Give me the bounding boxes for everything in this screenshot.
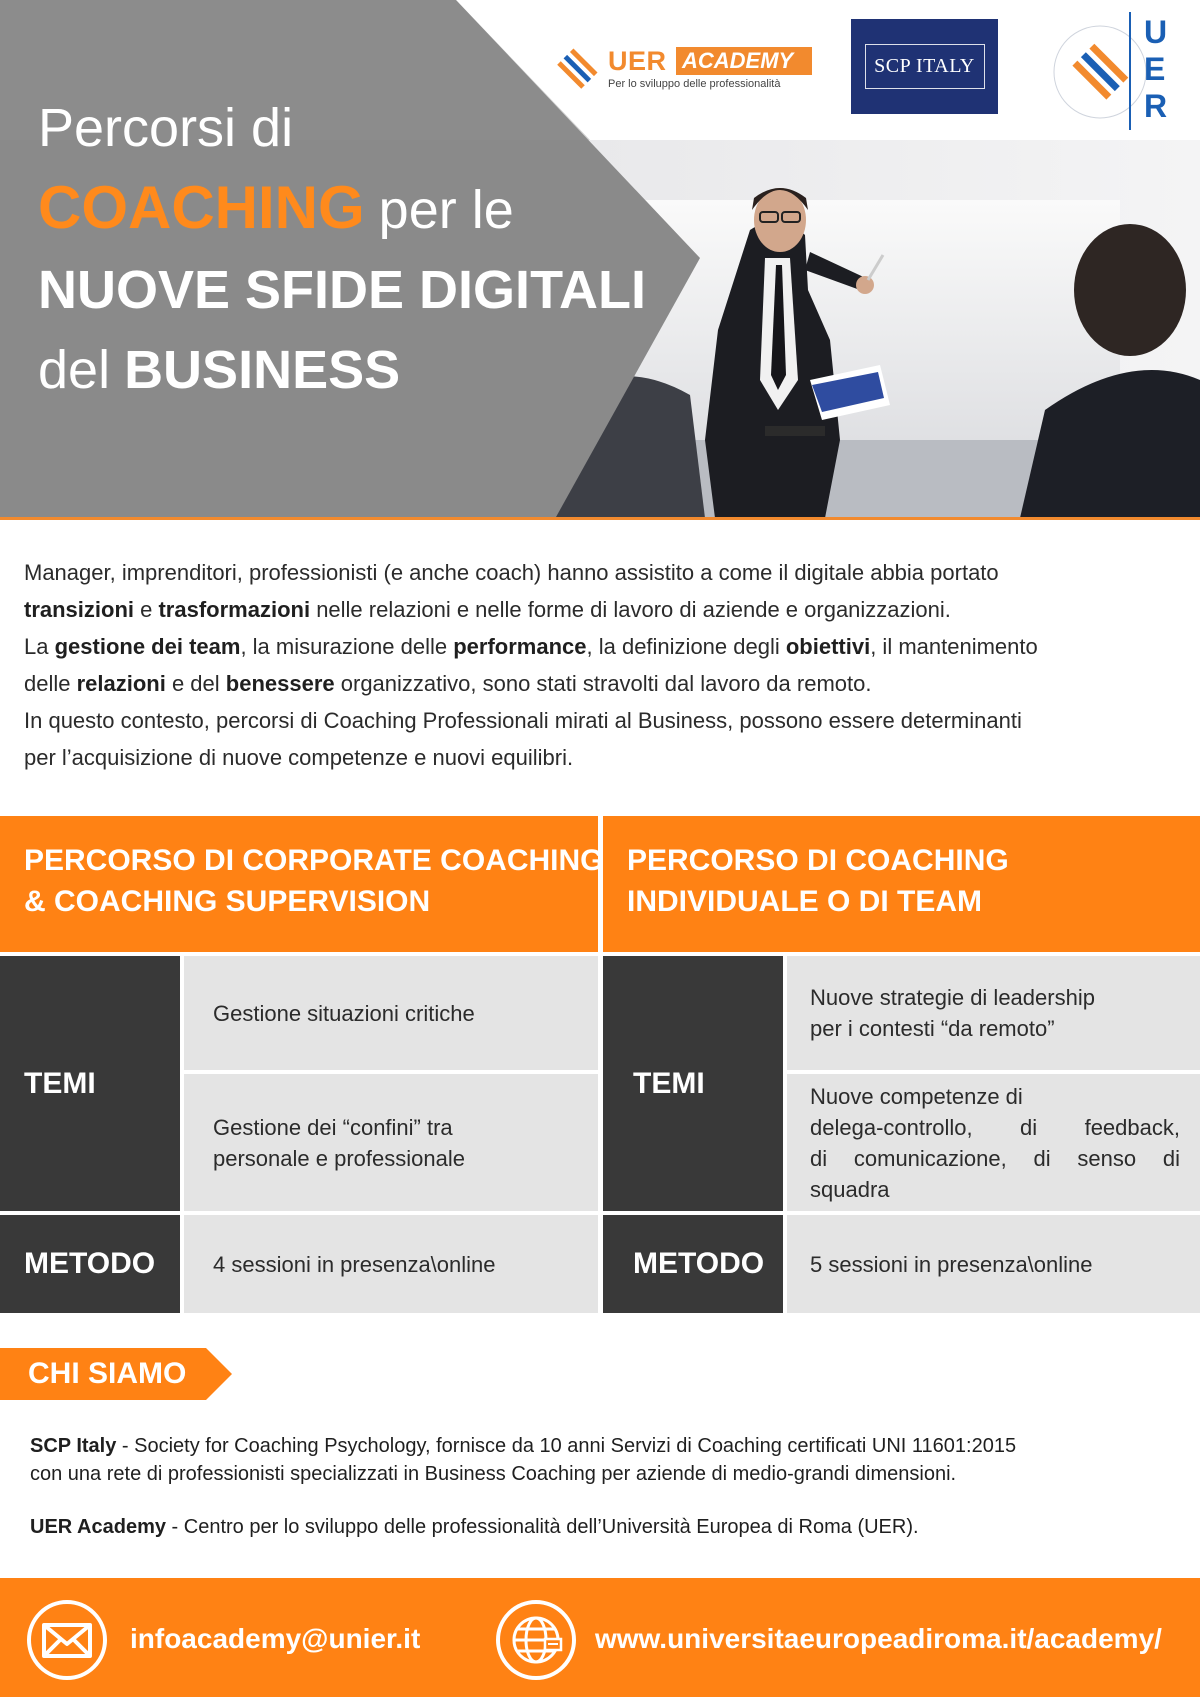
- tema-text: Gestione situazioni critiche: [213, 1000, 475, 1026]
- percorso-corporate-table: [0, 816, 604, 1313]
- percorso-individuale-title: [603, 816, 1200, 952]
- uer-logo-name: UER: [608, 46, 667, 76]
- uer-weave-icon: [552, 44, 602, 94]
- contact-website-link[interactable]: www.universitaeuropeadiroma.it/academy/: [595, 1623, 1162, 1654]
- metodo-label: METODO: [0, 1215, 180, 1313]
- scp-description: SCP Italy - Society for Coaching Psychology, fornisce da 10 anni Servizi di Coaching certificati UNI 11601:2015: [30, 1435, 1017, 1457]
- uer-name: UER Academy: [30, 1516, 166, 1538]
- intro-line: delle relazioni e del benessere organizzativo, sono stati stravolti dal lavoro da remoto.: [24, 671, 872, 696]
- chi-siamo-label: CHI SIAMO: [28, 1357, 187, 1390]
- tema-text: Nuove strategie di leadership: [810, 985, 1095, 1010]
- hero-title-line3: NUOVE SFIDE DIGITALI: [38, 260, 647, 320]
- title-line: INDIVIDUALE O DI TEAM: [627, 885, 983, 918]
- intro-line: per l’acquisizione di nuove competenze e nuovi equilibri.: [24, 745, 574, 770]
- hero-title: [38, 88, 678, 410]
- tema-text: squadra: [810, 1176, 890, 1202]
- keyword: obiettivi: [785, 634, 871, 659]
- title-line: PERCORSO DI CORPORATE COACHING: [24, 844, 604, 877]
- uer-logo-tagline: Per lo sviluppo delle professionalità: [608, 78, 781, 90]
- percorso-individuale-table: [603, 816, 1200, 1313]
- temi-label: TEMI: [0, 956, 180, 1211]
- metodo-label: METODO: [603, 1215, 783, 1313]
- keyword: transizioni: [24, 597, 135, 622]
- chi-siamo-tag: [0, 1348, 232, 1400]
- hero-title-del: del: [38, 340, 111, 400]
- chi-siamo-text: [30, 1432, 1180, 1541]
- title-line: PERCORSO DI COACHING: [627, 844, 1009, 877]
- keyword: relazioni: [76, 671, 166, 696]
- envelope-icon: [25, 1598, 109, 1682]
- tema-text: delega-controllo, di feedback,: [810, 1114, 1180, 1140]
- hero-banner: [0, 0, 1200, 520]
- tema-cell: [787, 956, 1200, 1070]
- keyword: trasformazioni: [158, 597, 311, 622]
- hero-title-highlight: COACHING: [38, 174, 365, 241]
- contact-footer: [0, 1578, 1200, 1697]
- intro-paragraph: [24, 554, 1184, 776]
- temi-label: TEMI: [603, 956, 783, 1211]
- tema-text: personale e professionale: [213, 1145, 465, 1171]
- tema-cell: [184, 956, 598, 1070]
- title-line: & COACHING SUPERVISION: [24, 885, 431, 918]
- globe-icon: [494, 1598, 578, 1682]
- tema-text: Gestione dei “confini” tra: [213, 1114, 453, 1140]
- keyword: performance: [453, 634, 587, 659]
- tema-text: per i contesti “da remoto”: [810, 1016, 1055, 1041]
- uer-seal-letter-u: U: [1144, 14, 1168, 50]
- uer-description: UER Academy - Centro per lo sviluppo delle professionalità dell’Università Europea di Roma (UER).: [30, 1516, 919, 1538]
- contact-email-link[interactable]: infoacademy@unier.it: [130, 1623, 421, 1654]
- hero-title-rest: per le: [378, 180, 514, 240]
- metodo-text: 5 sessioni in presenza\online: [810, 1251, 1093, 1277]
- keyword: gestione dei team: [54, 634, 241, 659]
- scp-description-cont: con una rete di professionisti specializzati in Business Coaching per aziende di medio-grandi dimensioni.: [30, 1463, 957, 1485]
- metodo-cell: [787, 1215, 1200, 1313]
- tema-text: Nuove competenze di: [810, 1083, 1023, 1109]
- hero-accent-line: [0, 517, 1200, 520]
- tema-cell: [787, 1074, 1200, 1211]
- intro-line: La gestione dei team, la misurazione delle performance, la definizione degli obiettivi, il mantenimento: [24, 634, 1038, 659]
- hero-title-line2: [38, 168, 678, 250]
- scp-italy-logo: [851, 19, 998, 114]
- intro-line: Manager, imprenditori, professionisti (e anche coach) hanno assistito a come il digitale abbia portato: [24, 560, 999, 585]
- intro-line: In questo contesto, percorsi di Coaching Professionali mirati al Business, possono essere determinanti: [24, 708, 1022, 733]
- scp-italy-logo-text: SCP ITALY: [865, 44, 985, 89]
- hero-title-line1: Percorsi di: [38, 98, 294, 158]
- tema-cell: [184, 1074, 598, 1211]
- uer-logo-academy: ACADEMY: [676, 47, 812, 75]
- hero-title-business: BUSINESS: [124, 340, 401, 400]
- scp-name: SCP Italy: [30, 1435, 117, 1457]
- uer-seal-letter-r: R: [1144, 88, 1168, 124]
- percorso-corporate-title: [0, 816, 604, 952]
- uer-academy-logo: [552, 44, 814, 94]
- tema-text: di comunicazione, di senso di: [810, 1145, 1180, 1171]
- keyword: benessere: [225, 671, 335, 696]
- intro-line: transizioni e trasformazioni nelle relazioni e nelle forme di lavoro di aziende e organizzazioni.: [24, 597, 951, 622]
- metodo-cell: [184, 1215, 598, 1313]
- hero-title-line4: [38, 330, 678, 410]
- uer-seal-letter-e: E: [1144, 51, 1166, 87]
- metodo-text: 4 sessioni in presenza\online: [213, 1251, 496, 1277]
